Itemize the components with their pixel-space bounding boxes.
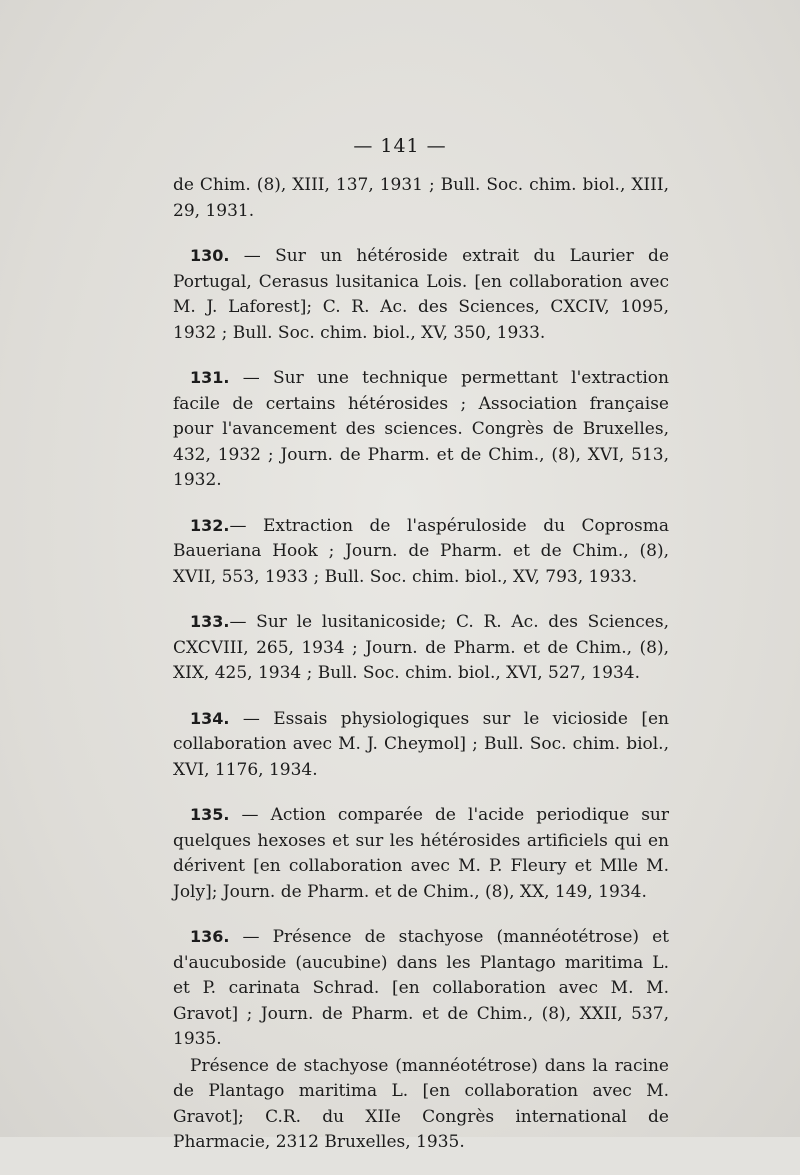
bibliography-list: [173, 172, 669, 1175]
page-number: — 141 —: [353, 135, 447, 157]
entry-136-continuation: [173, 1053, 669, 1156]
entry-134: [173, 706, 669, 784]
entry-text: — Action comparée de l'acide periodique sur quelques hexoses et sur les hétérosides artificiels qui en dérivent [en collaboration avec M. P. Fleury et Mlle M. Joly]; Journ. de Pharm. et de Chim., (8), XX, 149, 1934.: [173, 805, 669, 902]
entry-number: 133.: [190, 612, 230, 631]
entry-text: — Sur le lusitanicoside; C. R. Ac. des Sciences, CXCVIII, 265, 1934 ; Journ. de Pharm. et de Chim., (8), XIX, 425, 1934 ; Bull. Soc. chim. biol., XVI, 527, 1934.: [173, 612, 669, 683]
entry-text: — Sur une technique permettant l'extraction facile de certains hétérosides ; Association française pour l'avancement des sciences. Congrès de Bruxelles, 432, 1932 ; Journ. de Pharm. et de Chim., (8), XVI, 513, 1932.: [173, 368, 669, 490]
entry-135: [173, 802, 669, 905]
entry-131: [173, 365, 669, 494]
entry-133: [173, 609, 669, 687]
entry-text: — Extraction de l'aspéruloside du Coprosma Baueriana Hook ; Journ. de Pharm. et de Chim., (8), XVII, 553, 1933 ; Bull. Soc. chim. biol., XV, 793, 1933.: [173, 515, 669, 587]
entry-continuation: [173, 172, 669, 224]
entry-text: — Essais physiologiques sur le vicioside [en collaboration avec M. J. Cheymol] ; Bull. Soc. chim. biol., XVI, 1176, 1934.: [173, 708, 669, 780]
entry-number: 135.: [190, 805, 230, 824]
entry-136: [173, 924, 669, 1053]
entry-132: [173, 513, 669, 591]
entry-text: de Chim. (8), XIII, 137, 1931 ; Bull. Soc. chim. biol., XIII, 29, 1931.: [173, 175, 669, 221]
entry-number: 136.: [190, 927, 230, 946]
entry-number: 134.: [190, 708, 230, 728]
entry-text: — Présence de stachyose (mannéotétrose) et d'aucuboside (aucubine) dans les Plantago maritima L. et P. carinata Schrad. [en collaboration avec M. M. Gravot] ; Journ. de Pharm. et de Chim., (8), XXII, 537, 1935.: [173, 927, 669, 1049]
entry-number: 132.: [190, 515, 230, 535]
entry-text: Présence de stachyose (mannéotétrose) dans la racine de Plantago maritima L. [en collaboration avec M. Gravot]; C.R. du XIIe Congrès international de Pharmacie, 2312 Bruxelles, 1935.: [173, 1055, 669, 1152]
entry-number: 131.: [190, 368, 230, 387]
entry-number: 130.: [190, 246, 230, 265]
entry-text: — Sur un hétéroside extrait du Laurier de Portugal, Cerasus lusitanica Lois. [en collaboration avec M. J. Laforest]; C. R. Ac. des Sciences, CXCIV, 1095, 1932 ; Bull. Soc. chim. biol., XV, 350, 1933.: [173, 246, 669, 343]
entry-130: [173, 243, 669, 346]
